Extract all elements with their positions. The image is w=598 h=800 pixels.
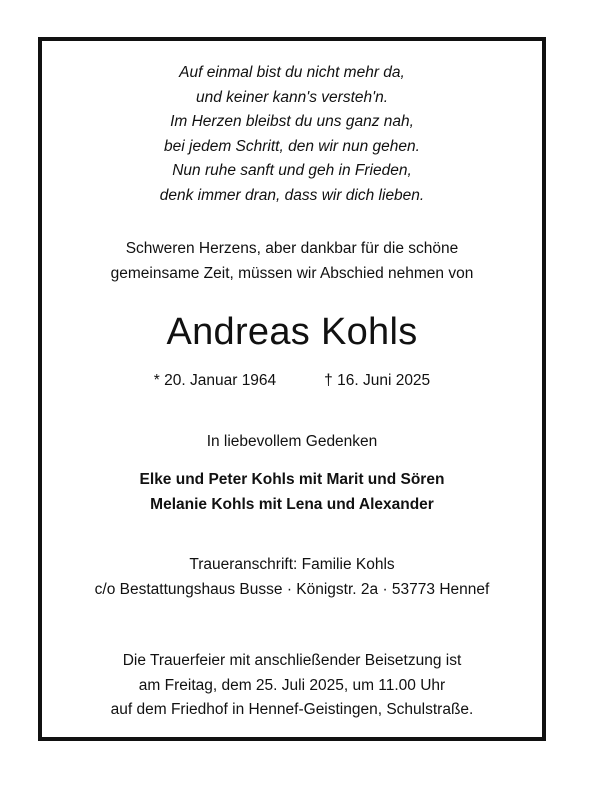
poem-line: Nun ruhe sanft und geh in Frieden, [172, 162, 412, 180]
poem-line: Im Herzen bleibst du uns ganz nah, [170, 113, 414, 131]
obituary-card [38, 37, 546, 741]
intro-line: gemeinsame Zeit, müssen wir Abschied nehmen von [110, 264, 474, 282]
service-line: Die Trauerfeier mit anschließender Beisetzung ist [122, 652, 462, 669]
poem-line: bei jedem Schritt, den wir nun gehen. [164, 137, 420, 155]
service-line: am Freitag, dem 25. Juli 2025, um 11.00 Uhr [138, 676, 446, 694]
address-line: c/o Bestattungshaus Busse · Königstr. 2a · 53773 Hennef [94, 580, 490, 598]
life-dates [42, 369, 542, 393]
mourner-line: Melanie Kohls mit Lena und Alexander [150, 495, 434, 513]
address-line: Traueranschrift: Familie Kohls [189, 556, 395, 573]
intro-text [42, 237, 542, 286]
service-line: auf dem Friedhof in Hennef-Geistingen, Schulstraße. [110, 701, 474, 719]
poem-line: denk immer dran, dass wir dich lieben. [159, 186, 425, 204]
memorial-phrase: In liebevollem Gedenken [206, 433, 378, 450]
birth-date: * 20. Januar 1964 [153, 372, 277, 389]
funeral-service-info [42, 649, 542, 723]
mourning-address [42, 553, 542, 602]
deceased-name: Andreas Kohls [166, 311, 418, 353]
poem [42, 61, 542, 209]
poem-line: Auf einmal bist du nicht mehr da, [179, 64, 405, 81]
mourner-line: Elke und Peter Kohls mit Marit und Sören [139, 471, 445, 488]
intro-line: Schweren Herzens, aber dankbar für die schöne [125, 240, 459, 257]
death-date: † 16. Juni 2025 [324, 372, 431, 389]
mourners [42, 468, 542, 517]
poem-line: und keiner kann's versteh'n. [195, 88, 389, 106]
